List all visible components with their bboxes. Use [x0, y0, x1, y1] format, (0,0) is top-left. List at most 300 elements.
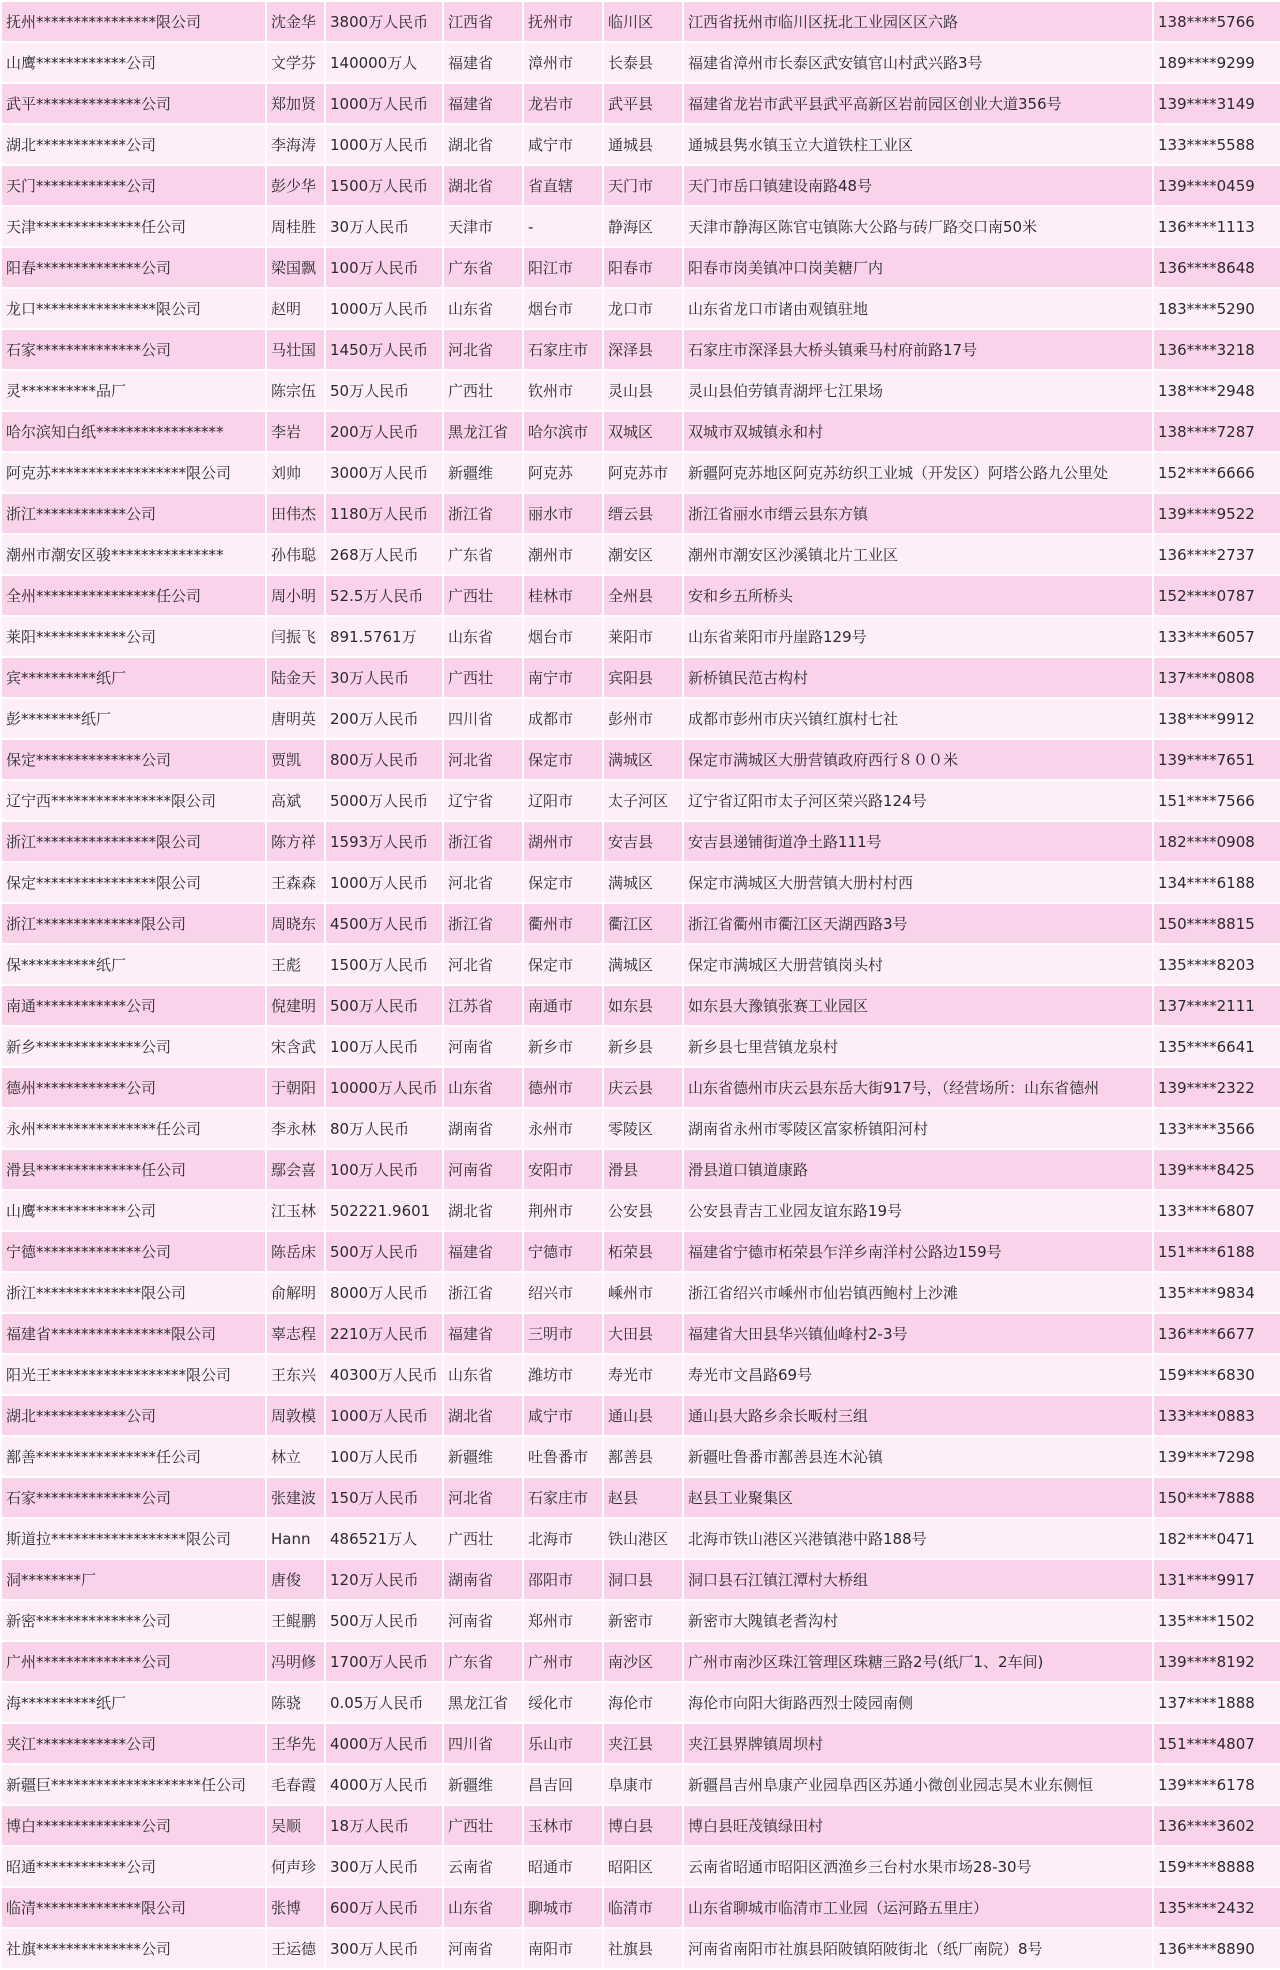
- province-cell: 山东省: [443, 288, 523, 329]
- address-cell: 通山县大路乡余长畈村三组: [683, 1395, 1153, 1436]
- address-cell: 公安县青吉工业园友谊东路19号: [683, 1190, 1153, 1231]
- registered-capital-cell: 100万人民币: [325, 247, 443, 288]
- registered-capital-cell: 10000万人民币: [325, 1067, 443, 1108]
- legal-rep-cell: 鄢会喜: [266, 1149, 325, 1190]
- registered-capital-cell: 500万人民币: [325, 1600, 443, 1641]
- province-cell: 浙江省: [443, 493, 523, 534]
- phone-cell: 136****8890: [1153, 1928, 1280, 1969]
- legal-rep-cell: 王运德: [266, 1928, 325, 1969]
- city-cell: 烟台市: [523, 288, 603, 329]
- phone-cell: 183****5290: [1153, 288, 1280, 329]
- phone-cell: 151****6188: [1153, 1231, 1280, 1272]
- address-cell: 保定市满城区大册营镇岗头村: [683, 944, 1153, 985]
- legal-rep-cell: 李永林: [266, 1108, 325, 1149]
- district-cell: 缙云县: [603, 493, 683, 534]
- company-name-cell: 天津**************任公司: [1, 206, 266, 247]
- phone-cell: 138****7287: [1153, 411, 1280, 452]
- city-cell: 绥化市: [523, 1682, 603, 1723]
- province-cell: 四川省: [443, 698, 523, 739]
- registered-capital-cell: 800万人民币: [325, 739, 443, 780]
- company-name-cell: 南通************公司: [1, 985, 266, 1026]
- registered-capital-cell: 4500万人民币: [325, 903, 443, 944]
- district-cell: 彭州市: [603, 698, 683, 739]
- address-cell: 天门市岳口镇建设南路48号: [683, 165, 1153, 206]
- registered-capital-cell: 18万人民币: [325, 1805, 443, 1846]
- city-cell: 南宁市: [523, 657, 603, 698]
- province-cell: 湖南省: [443, 1559, 523, 1600]
- registered-capital-cell: 1000万人民币: [325, 83, 443, 124]
- district-cell: 南沙区: [603, 1641, 683, 1682]
- registered-capital-cell: 150万人民币: [325, 1477, 443, 1518]
- phone-cell: 133****5588: [1153, 124, 1280, 165]
- table-row: [1, 411, 1280, 452]
- phone-cell: 150****7888: [1153, 1477, 1280, 1518]
- city-cell: -: [523, 206, 603, 247]
- phone-cell: 138****2948: [1153, 370, 1280, 411]
- address-cell: 浙江省衢州市衢江区天湖西路3号: [683, 903, 1153, 944]
- province-cell: 广西壮: [443, 370, 523, 411]
- table-row: [1, 575, 1280, 616]
- city-cell: 郑州市: [523, 1600, 603, 1641]
- company-name-cell: 保定****************限公司: [1, 862, 266, 903]
- province-cell: 山东省: [443, 1354, 523, 1395]
- company-name-cell: 浙江************公司: [1, 493, 266, 534]
- legal-rep-cell: 王华先: [266, 1723, 325, 1764]
- district-cell: 通山县: [603, 1395, 683, 1436]
- city-cell: 德州市: [523, 1067, 603, 1108]
- table-row: [1, 124, 1280, 165]
- legal-rep-cell: 林立: [266, 1436, 325, 1477]
- table-row: [1, 985, 1280, 1026]
- registered-capital-cell: 1700万人民币: [325, 1641, 443, 1682]
- city-cell: 昭通市: [523, 1846, 603, 1887]
- table-row: [1, 452, 1280, 493]
- legal-rep-cell: 唐明英: [266, 698, 325, 739]
- legal-rep-cell: 高斌: [266, 780, 325, 821]
- district-cell: 鄯善县: [603, 1436, 683, 1477]
- company-name-cell: 洞********厂: [1, 1559, 266, 1600]
- district-cell: 博白县: [603, 1805, 683, 1846]
- district-cell: 太子河区: [603, 780, 683, 821]
- legal-rep-cell: 于朝阳: [266, 1067, 325, 1108]
- address-cell: 福建省宁德市柘荣县乍洋乡南洋村公路边159号: [683, 1231, 1153, 1272]
- address-cell: 河南省南阳市社旗县陌陂镇陌陂街北（纸厂南院）8号: [683, 1928, 1153, 1969]
- district-cell: 静海区: [603, 206, 683, 247]
- table-row: [1, 1231, 1280, 1272]
- address-cell: 潮州市潮安区沙溪镇北片工业区: [683, 534, 1153, 575]
- city-cell: 绍兴市: [523, 1272, 603, 1313]
- city-cell: 湖州市: [523, 821, 603, 862]
- city-cell: 广州市: [523, 1641, 603, 1682]
- table-row: [1, 1928, 1280, 1969]
- registered-capital-cell: 300万人民币: [325, 1928, 443, 1969]
- registered-capital-cell: 100万人民币: [325, 1149, 443, 1190]
- phone-cell: 139****6178: [1153, 1764, 1280, 1805]
- legal-rep-cell: 唐俊: [266, 1559, 325, 1600]
- province-cell: 广西壮: [443, 657, 523, 698]
- address-cell: 安吉县递铺街道净土路111号: [683, 821, 1153, 862]
- city-cell: 抚州市: [523, 1, 603, 42]
- city-cell: 咸宁市: [523, 1395, 603, 1436]
- province-cell: 新疆维: [443, 1436, 523, 1477]
- table-row: [1, 1272, 1280, 1313]
- district-cell: 宾阳县: [603, 657, 683, 698]
- address-cell: 成都市彭州市庆兴镇红旗村七社: [683, 698, 1153, 739]
- province-cell: 广东省: [443, 247, 523, 288]
- table-row: [1, 616, 1280, 657]
- company-name-cell: 抚州****************限公司: [1, 1, 266, 42]
- company-name-cell: 宁德**************公司: [1, 1231, 266, 1272]
- company-name-cell: 灵**********品厂: [1, 370, 266, 411]
- province-cell: 湖北省: [443, 1190, 523, 1231]
- city-cell: 南阳市: [523, 1928, 603, 1969]
- city-cell: 安阳市: [523, 1149, 603, 1190]
- phone-cell: 138****5766: [1153, 1, 1280, 42]
- province-cell: 山东省: [443, 1887, 523, 1928]
- phone-cell: 139****9522: [1153, 493, 1280, 534]
- legal-rep-cell: 沈金华: [266, 1, 325, 42]
- phone-cell: 135****1502: [1153, 1600, 1280, 1641]
- company-name-cell: 广州**************公司: [1, 1641, 266, 1682]
- province-cell: 湖北省: [443, 124, 523, 165]
- province-cell: 河北省: [443, 944, 523, 985]
- company-name-cell: 德州************公司: [1, 1067, 266, 1108]
- table-row: [1, 862, 1280, 903]
- legal-rep-cell: 张博: [266, 1887, 325, 1928]
- district-cell: 零陵区: [603, 1108, 683, 1149]
- table-row: [1, 944, 1280, 985]
- table-row: [1, 1190, 1280, 1231]
- address-cell: 浙江省丽水市缙云县东方镇: [683, 493, 1153, 534]
- company-name-cell: 福建省****************限公司: [1, 1313, 266, 1354]
- address-cell: 山东省德州市庆云县东岳大街917号，（经营场所：山东省德州: [683, 1067, 1153, 1108]
- address-cell: 洞口县石江镇江潭村大桥组: [683, 1559, 1153, 1600]
- province-cell: 黑龙江省: [443, 1682, 523, 1723]
- province-cell: 河南省: [443, 1928, 523, 1969]
- company-name-cell: 斯道拉******************限公司: [1, 1518, 266, 1559]
- table-row: [1, 698, 1280, 739]
- address-cell: 夹江县界牌镇周坝村: [683, 1723, 1153, 1764]
- company-name-cell: 辽宁西****************限公司: [1, 780, 266, 821]
- legal-rep-cell: 彭少华: [266, 165, 325, 206]
- province-cell: 江苏省: [443, 985, 523, 1026]
- city-cell: 宁德市: [523, 1231, 603, 1272]
- district-cell: 满城区: [603, 739, 683, 780]
- table-row: [1, 903, 1280, 944]
- registered-capital-cell: 4000万人民币: [325, 1723, 443, 1764]
- company-name-cell: 阳春**************公司: [1, 247, 266, 288]
- registered-capital-cell: 1500万人民币: [325, 165, 443, 206]
- city-cell: 漳州市: [523, 42, 603, 83]
- phone-cell: 133****6057: [1153, 616, 1280, 657]
- table-row: [1, 1641, 1280, 1682]
- registered-capital-cell: 140000万人: [325, 42, 443, 83]
- registered-capital-cell: 8000万人民币: [325, 1272, 443, 1313]
- city-cell: 北海市: [523, 1518, 603, 1559]
- registered-capital-cell: 1000万人民币: [325, 1395, 443, 1436]
- table-row: [1, 739, 1280, 780]
- city-cell: 潍坊市: [523, 1354, 603, 1395]
- address-cell: 通城县隽水镇玉立大道铁柱工业区: [683, 124, 1153, 165]
- registered-capital-cell: 200万人民币: [325, 411, 443, 452]
- address-cell: 江西省抚州市临川区抚北工业园区区六路: [683, 1, 1153, 42]
- legal-rep-cell: 冯明修: [266, 1641, 325, 1682]
- address-cell: 保定市满城区大册营镇大册村村西: [683, 862, 1153, 903]
- company-name-cell: 湖北************公司: [1, 124, 266, 165]
- legal-rep-cell: 毛春霞: [266, 1764, 325, 1805]
- table-row: [1, 1559, 1280, 1600]
- registered-capital-cell: 200万人民币: [325, 698, 443, 739]
- legal-rep-cell: 郑加贤: [266, 83, 325, 124]
- city-cell: 潮州市: [523, 534, 603, 575]
- phone-cell: 135****9834: [1153, 1272, 1280, 1313]
- legal-rep-cell: 李海涛: [266, 124, 325, 165]
- address-cell: 福建省龙岩市武平县武平高新区岩前园区创业大道356号: [683, 83, 1153, 124]
- phone-cell: 136****3218: [1153, 329, 1280, 370]
- city-cell: 保定市: [523, 862, 603, 903]
- table-row: [1, 780, 1280, 821]
- registered-capital-cell: 300万人民币: [325, 1846, 443, 1887]
- registered-capital-cell: 500万人民币: [325, 1231, 443, 1272]
- province-cell: 湖北省: [443, 1395, 523, 1436]
- registered-capital-cell: 52.5万人民币: [325, 575, 443, 616]
- city-cell: 昌吉回: [523, 1764, 603, 1805]
- legal-rep-cell: 陈骁: [266, 1682, 325, 1723]
- company-name-cell: 鄯善****************任公司: [1, 1436, 266, 1477]
- legal-rep-cell: 文学芬: [266, 42, 325, 83]
- table-row: [1, 83, 1280, 124]
- city-cell: 聊城市: [523, 1887, 603, 1928]
- company-name-cell: 石家**************公司: [1, 1477, 266, 1518]
- district-cell: 铁山港区: [603, 1518, 683, 1559]
- address-cell: 湖南省永州市零陵区富家桥镇阳河村: [683, 1108, 1153, 1149]
- province-cell: 浙江省: [443, 1272, 523, 1313]
- company-name-cell: 宾**********纸厂: [1, 657, 266, 698]
- province-cell: 福建省: [443, 83, 523, 124]
- table-row: [1, 247, 1280, 288]
- table-row: [1, 534, 1280, 575]
- registered-capital-cell: 100万人民币: [325, 1436, 443, 1477]
- city-cell: 永州市: [523, 1108, 603, 1149]
- address-cell: 山东省龙口市诸由观镇驻地: [683, 288, 1153, 329]
- legal-rep-cell: 李岩: [266, 411, 325, 452]
- table-row: [1, 1682, 1280, 1723]
- company-name-cell: 山鹰************公司: [1, 42, 266, 83]
- district-cell: 昭阳区: [603, 1846, 683, 1887]
- table-row: [1, 493, 1280, 534]
- province-cell: 广西壮: [443, 1518, 523, 1559]
- address-cell: 如东县大豫镇张赛工业园区: [683, 985, 1153, 1026]
- city-cell: 咸宁市: [523, 124, 603, 165]
- address-cell: 福建省大田县华兴镇仙峰村2-3号: [683, 1313, 1153, 1354]
- legal-rep-cell: 周晓东: [266, 903, 325, 944]
- company-name-cell: 彭********纸厂: [1, 698, 266, 739]
- phone-cell: 136****8648: [1153, 247, 1280, 288]
- legal-rep-cell: 陆金天: [266, 657, 325, 698]
- city-cell: 保定市: [523, 944, 603, 985]
- district-cell: 寿光市: [603, 1354, 683, 1395]
- city-cell: 省直辖: [523, 165, 603, 206]
- table-row: [1, 1108, 1280, 1149]
- district-cell: 龙口市: [603, 288, 683, 329]
- phone-cell: 139****8425: [1153, 1149, 1280, 1190]
- registered-capital-cell: 502221.9601: [325, 1190, 443, 1231]
- phone-cell: 135****8203: [1153, 944, 1280, 985]
- company-name-cell: 阳光王******************限公司: [1, 1354, 266, 1395]
- legal-rep-cell: 江玉林: [266, 1190, 325, 1231]
- province-cell: 天津市: [443, 206, 523, 247]
- address-cell: 安和乡五所桥头: [683, 575, 1153, 616]
- district-cell: 阜康市: [603, 1764, 683, 1805]
- phone-cell: 152****6666: [1153, 452, 1280, 493]
- table-row: [1, 1149, 1280, 1190]
- registered-capital-cell: 1500万人民币: [325, 944, 443, 985]
- company-name-cell: 湖北************公司: [1, 1395, 266, 1436]
- city-cell: 保定市: [523, 739, 603, 780]
- phone-cell: 139****8192: [1153, 1641, 1280, 1682]
- district-cell: 滑县: [603, 1149, 683, 1190]
- phone-cell: 151****7566: [1153, 780, 1280, 821]
- registered-capital-cell: 3800万人民币: [325, 1, 443, 42]
- address-cell: 海伦市向阳大街路西烈士陵园南侧: [683, 1682, 1153, 1723]
- district-cell: 满城区: [603, 944, 683, 985]
- address-cell: 赵县工业聚集区: [683, 1477, 1153, 1518]
- registered-capital-cell: 600万人民币: [325, 1887, 443, 1928]
- company-name-cell: 新乡**************公司: [1, 1026, 266, 1067]
- province-cell: 广西壮: [443, 1805, 523, 1846]
- phone-cell: 136****2737: [1153, 534, 1280, 575]
- province-cell: 河北省: [443, 329, 523, 370]
- phone-cell: 139****7651: [1153, 739, 1280, 780]
- address-cell: 浙江省绍兴市嵊州市仙岩镇西鲍村上沙滩: [683, 1272, 1153, 1313]
- address-cell: 新桥镇民范古构村: [683, 657, 1153, 698]
- city-cell: 南通市: [523, 985, 603, 1026]
- registered-capital-cell: 0.05万人民币: [325, 1682, 443, 1723]
- company-name-cell: 莱阳************公司: [1, 616, 266, 657]
- address-cell: 石家庄市深泽县大桥头镇乘马村府前路17号: [683, 329, 1153, 370]
- city-cell: 丽水市: [523, 493, 603, 534]
- province-cell: 黑龙江省: [443, 411, 523, 452]
- company-name-cell: 浙江**************限公司: [1, 1272, 266, 1313]
- company-name-cell: 新密**************公司: [1, 1600, 266, 1641]
- city-cell: 龙岩市: [523, 83, 603, 124]
- table-body: [1, 1, 1280, 1969]
- registered-capital-cell: 2210万人民币: [325, 1313, 443, 1354]
- table-row: [1, 1764, 1280, 1805]
- city-cell: 新乡市: [523, 1026, 603, 1067]
- registered-capital-cell: 268万人民币: [325, 534, 443, 575]
- phone-cell: 182****0908: [1153, 821, 1280, 862]
- city-cell: 石家庄市: [523, 329, 603, 370]
- address-cell: 新疆阿克苏地区阿克苏纺织工业城（开发区）阿塔公路九公里处: [683, 452, 1153, 493]
- district-cell: 全州县: [603, 575, 683, 616]
- city-cell: 桂林市: [523, 575, 603, 616]
- address-cell: 滑县道口镇道康路: [683, 1149, 1153, 1190]
- city-cell: 成都市: [523, 698, 603, 739]
- table-row: [1, 1026, 1280, 1067]
- company-name-cell: 博白**************公司: [1, 1805, 266, 1846]
- phone-cell: 133****6807: [1153, 1190, 1280, 1231]
- phone-cell: 150****8815: [1153, 903, 1280, 944]
- legal-rep-cell: 王森森: [266, 862, 325, 903]
- province-cell: 湖南省: [443, 1108, 523, 1149]
- district-cell: 赵县: [603, 1477, 683, 1518]
- legal-rep-cell: 马壮国: [266, 329, 325, 370]
- table-row: [1, 1887, 1280, 1928]
- phone-cell: 139****0459: [1153, 165, 1280, 206]
- legal-rep-cell: 陈宗伍: [266, 370, 325, 411]
- legal-rep-cell: 陈方祥: [266, 821, 325, 862]
- company-name-cell: 石家**************公司: [1, 329, 266, 370]
- province-cell: 福建省: [443, 1313, 523, 1354]
- phone-cell: 136****3602: [1153, 1805, 1280, 1846]
- phone-cell: 135****2432: [1153, 1887, 1280, 1928]
- phone-cell: 152****0787: [1153, 575, 1280, 616]
- company-name-cell: 浙江**************限公司: [1, 903, 266, 944]
- company-name-cell: 临清**************限公司: [1, 1887, 266, 1928]
- legal-rep-cell: 周敦模: [266, 1395, 325, 1436]
- company-name-cell: 天门************公司: [1, 165, 266, 206]
- city-cell: 邵阳市: [523, 1559, 603, 1600]
- legal-rep-cell: 王鲲鹏: [266, 1600, 325, 1641]
- registered-capital-cell: 1000万人民币: [325, 124, 443, 165]
- district-cell: 安吉县: [603, 821, 683, 862]
- legal-rep-cell: 倪建明: [266, 985, 325, 1026]
- legal-rep-cell: 赵明: [266, 288, 325, 329]
- phone-cell: 134****6188: [1153, 862, 1280, 903]
- phone-cell: 137****1888: [1153, 1682, 1280, 1723]
- province-cell: 湖北省: [443, 165, 523, 206]
- city-cell: 玉林市: [523, 1805, 603, 1846]
- legal-rep-cell: 刘帅: [266, 452, 325, 493]
- legal-rep-cell: 陈岳床: [266, 1231, 325, 1272]
- province-cell: 广东省: [443, 534, 523, 575]
- phone-cell: 131****9917: [1153, 1559, 1280, 1600]
- legal-rep-cell: Hann: [266, 1518, 325, 1559]
- district-cell: 灵山县: [603, 370, 683, 411]
- address-cell: 山东省莱阳市丹崖路129号: [683, 616, 1153, 657]
- address-cell: 新密市大隗镇老耆沟村: [683, 1600, 1153, 1641]
- table-row: [1, 329, 1280, 370]
- province-cell: 山东省: [443, 1067, 523, 1108]
- address-cell: 双城市双城镇永和村: [683, 411, 1153, 452]
- phone-cell: 139****7298: [1153, 1436, 1280, 1477]
- district-cell: 衢江区: [603, 903, 683, 944]
- phone-cell: 137****2111: [1153, 985, 1280, 1026]
- district-cell: 满城区: [603, 862, 683, 903]
- company-name-cell: 龙口****************限公司: [1, 288, 266, 329]
- registered-capital-cell: 4000万人民币: [325, 1764, 443, 1805]
- city-cell: 吐鲁番市: [523, 1436, 603, 1477]
- legal-rep-cell: 王彪: [266, 944, 325, 985]
- city-cell: 石家庄市: [523, 1477, 603, 1518]
- company-name-cell: 社旗**************公司: [1, 1928, 266, 1969]
- registered-capital-cell: 120万人民币: [325, 1559, 443, 1600]
- district-cell: 如东县: [603, 985, 683, 1026]
- legal-rep-cell: 何声珍: [266, 1846, 325, 1887]
- registered-capital-cell: 891.5761万: [325, 616, 443, 657]
- address-cell: 新疆昌吉州阜康产业园阜西区苏通小微创业园志昊木业东侧恒: [683, 1764, 1153, 1805]
- district-cell: 深泽县: [603, 329, 683, 370]
- registered-capital-cell: 30万人民币: [325, 657, 443, 698]
- registered-capital-cell: 30万人民币: [325, 206, 443, 247]
- province-cell: 福建省: [443, 42, 523, 83]
- legal-rep-cell: 王东兴: [266, 1354, 325, 1395]
- phone-cell: 136****1113: [1153, 206, 1280, 247]
- city-cell: 哈尔滨市: [523, 411, 603, 452]
- table-row: [1, 1313, 1280, 1354]
- table-row: [1, 1805, 1280, 1846]
